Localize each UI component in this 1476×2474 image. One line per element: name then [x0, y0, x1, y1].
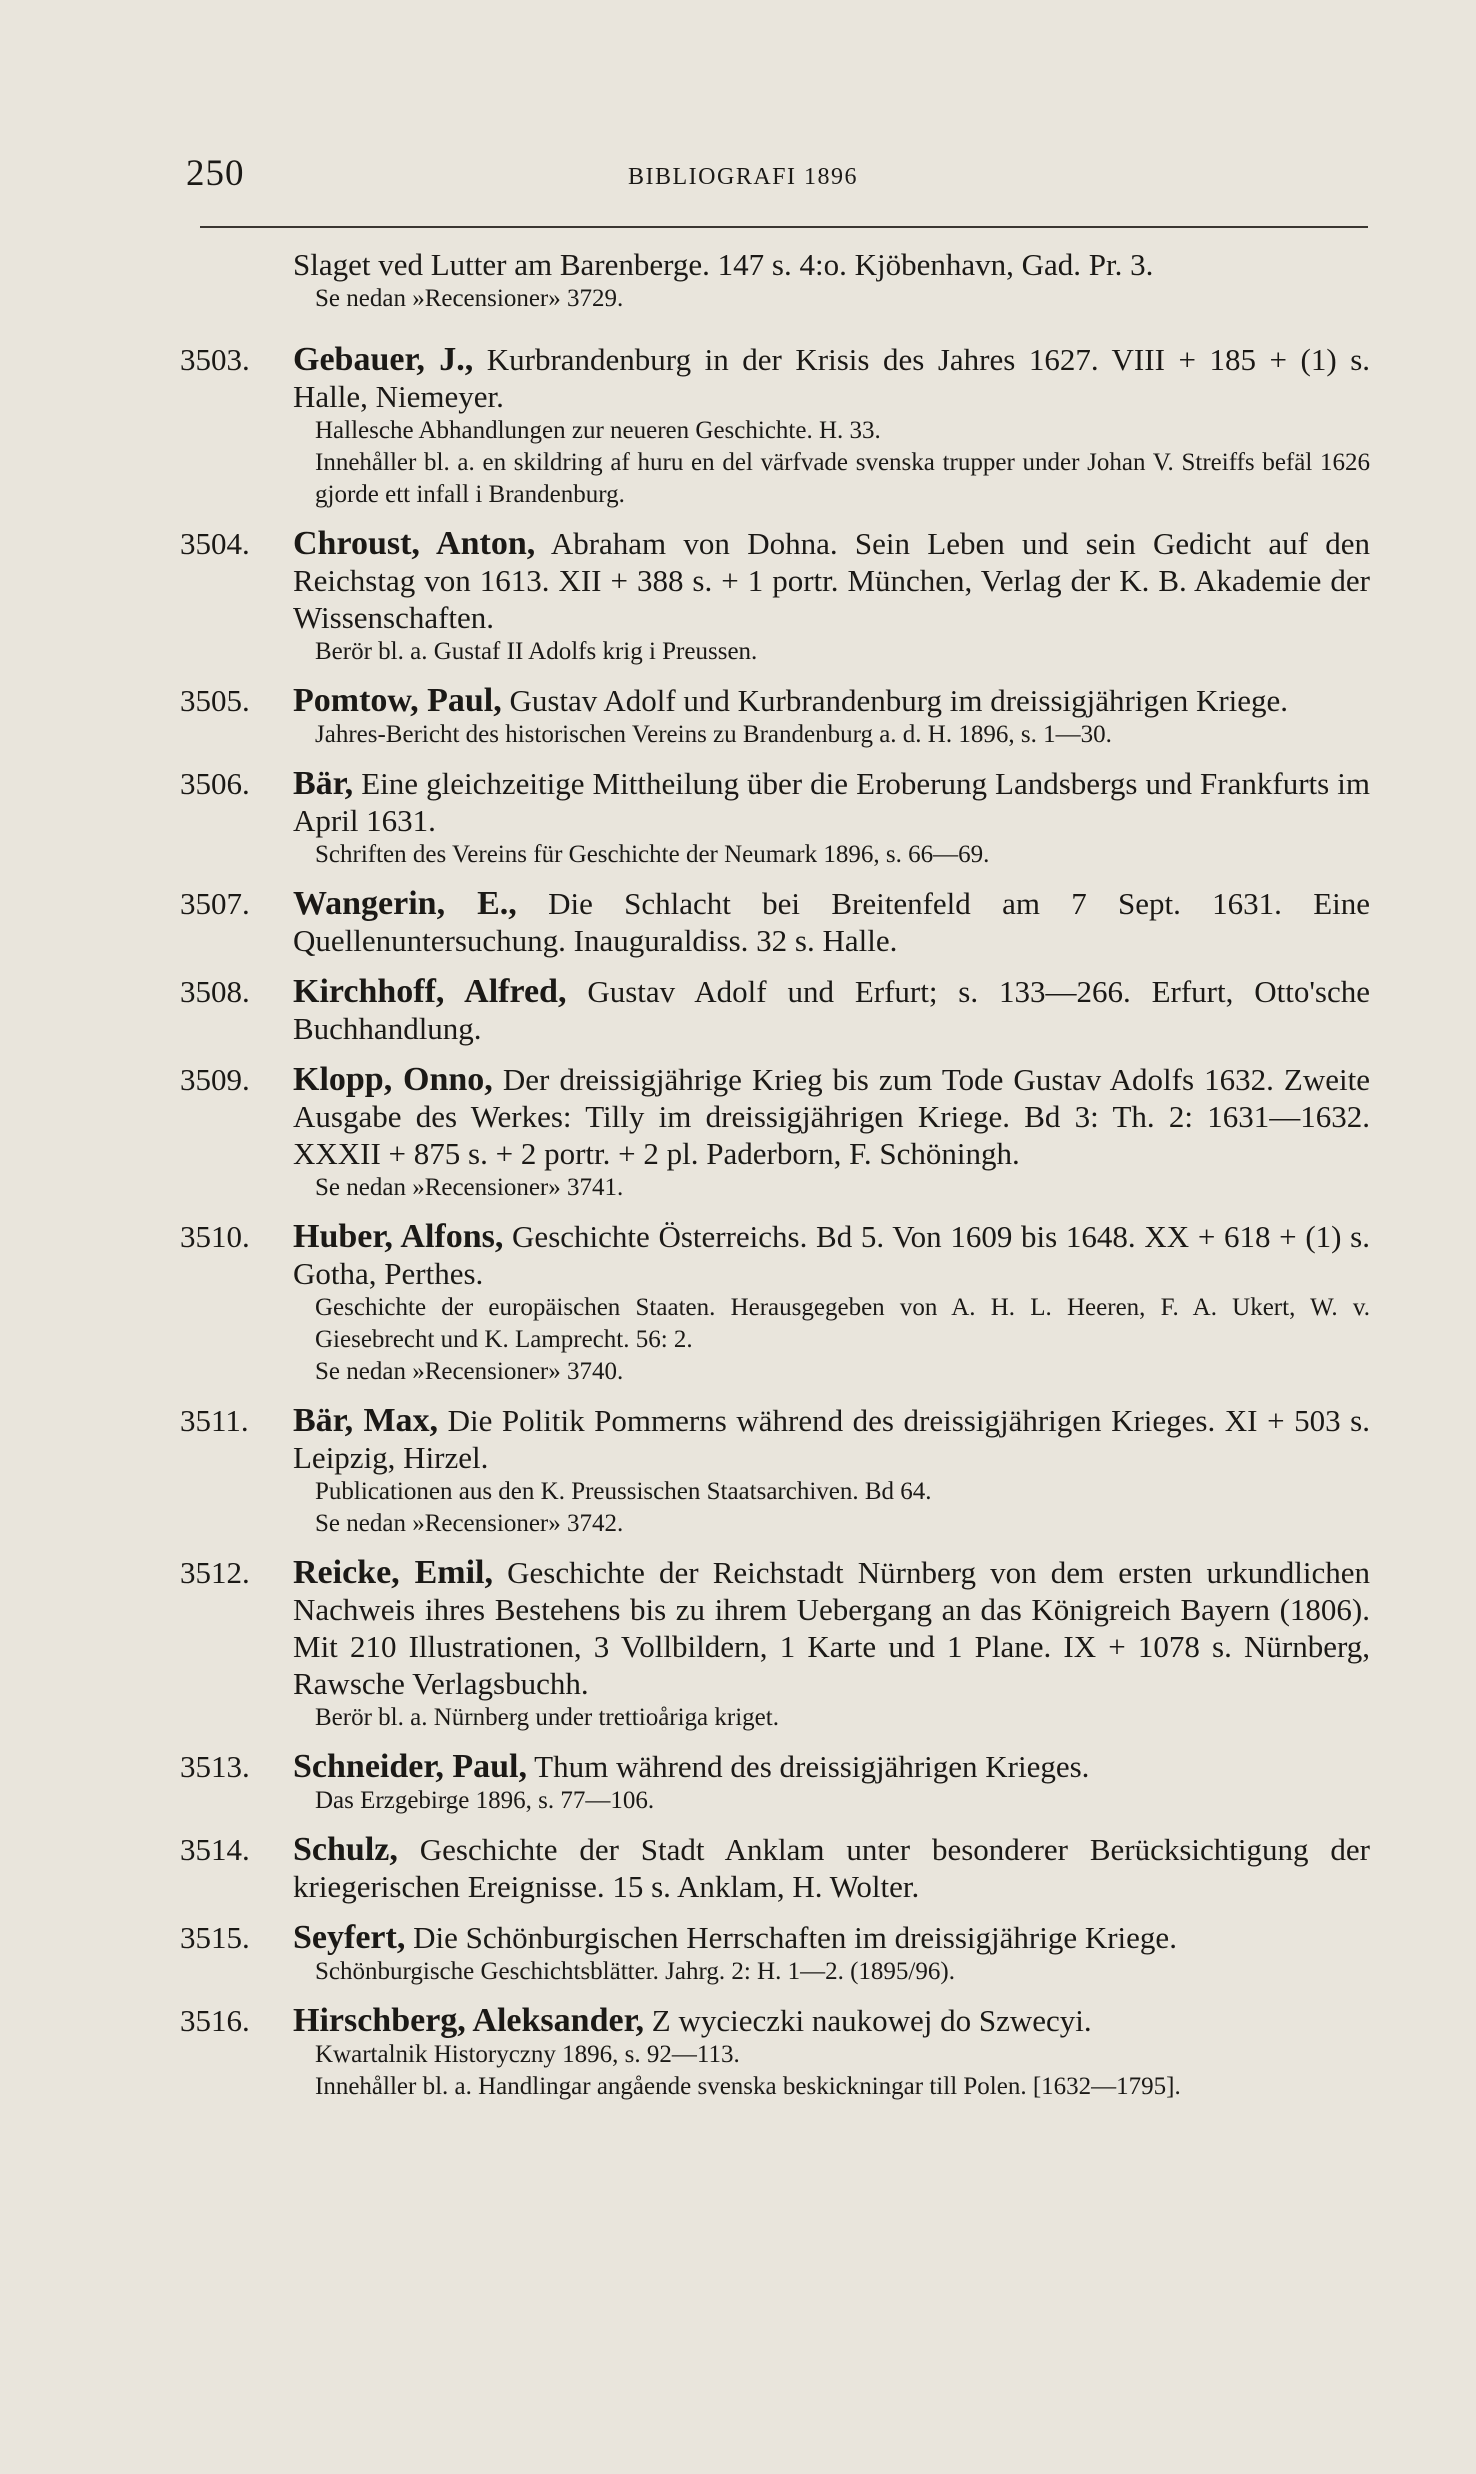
- entry-number: 3503.: [180, 342, 250, 377]
- entry-note: Kwartalnik Historyczny 1896, s. 92—113.: [315, 2041, 740, 2068]
- entry-title: Slaget ved Lutter am Barenberge. 147 s. 4:o. Kjöbenhavn, Gad. Pr. 3.: [293, 247, 1154, 282]
- entry-title: Der dreissigjährige Krieg bis zum Tode Gustav Adolfs 1632. Zweite Ausgabe des Werkes: Tilly im dreissigjährigen Kriege. Bd 3: Th. 2: 1631—1632. XXXII + 875 s. + 2 portr. + 2 pl. Paderborn, F. Schöningh.: [293, 1062, 1370, 1171]
- entry-number: 3513.: [180, 1749, 250, 1784]
- entry-citation: [293, 2002, 1370, 2039]
- bibliography-list: [0, 246, 1476, 2117]
- entry-title: Die Schlacht bei Breitenfeld am 7 Sept. 1631. Eine Quellenuntersuchung. Inauguraldiss. 32 s. Halle.: [293, 886, 1371, 958]
- entry-number: 3507.: [180, 886, 250, 921]
- entry-number: 3510.: [180, 1219, 250, 1254]
- bibliography-entry: [0, 765, 1476, 871]
- entry-title: Gustav Adolf und Kurbrandenburg im dreissigjährigen Kriege.: [509, 683, 1289, 718]
- bibliography-entry: [0, 973, 1476, 1047]
- entry-author: Schulz,: [293, 1831, 398, 1868]
- entry-body: [293, 1748, 1370, 1817]
- entry-citation: [293, 1402, 1370, 1476]
- entry-note: Das Erzgebirge 1896, s. 77—106.: [315, 1787, 655, 1814]
- entry-number: 3508.: [180, 974, 250, 1009]
- entry-citation: [293, 341, 1370, 415]
- entry-body: [293, 1218, 1370, 1388]
- bibliography-entry: [0, 2002, 1476, 2103]
- entry-note: Se nedan »Recensioner» 3742.: [315, 1510, 624, 1537]
- entry-note: Se nedan »Recensioner» 3741.: [315, 1174, 624, 1201]
- entry-author: Schneider, Paul,: [293, 1748, 527, 1785]
- entry-body: [293, 765, 1370, 871]
- entry-title: Geschichte der Reichstadt Nürnberg von dem ersten urkundlichen Nachweis ihres Bestehens bis zu ihrem Uebergang an das Königreich Bayern (1806). Mit 210 Illustrationen, 3 Vollbildern, 1 Karte und 1 Plane. IX + 1078 s. Nürnberg, Rawsche Verlagsbuchh.: [293, 1555, 1371, 1701]
- bibliography-entry: [0, 1402, 1476, 1540]
- entry-title: Abraham von Dohna. Sein Leben und sein Gedicht auf den Reichstag von 1613. XII + 388 s. + 1 portr. München, Verlag der K. B. Akademie der Wissenschaften.: [293, 526, 1370, 635]
- entry-body: [293, 1061, 1370, 1204]
- entry-citation: [293, 682, 1370, 719]
- bibliography-entry: [0, 525, 1476, 668]
- entry-citation: [293, 1919, 1370, 1956]
- entry-note: Innehåller bl. a. en skildring af huru en del värfvade svenska trupper under Johan V. Streiffs befäl 1626 gjorde ett infall i Brandenburg.: [315, 449, 1370, 508]
- entry-citation: [293, 973, 1370, 1047]
- entry-citation: [293, 765, 1370, 839]
- entry-author: Gebauer, J.,: [293, 341, 474, 378]
- entry-note: Berör bl. a. Gustaf II Adolfs krig i Preussen.: [315, 638, 758, 665]
- entry-number: 3511.: [180, 1403, 249, 1438]
- entry-citation: [293, 1218, 1370, 1292]
- entry-body: [293, 682, 1370, 751]
- entry-number: 3516.: [180, 2003, 250, 2038]
- entry-number: 3505.: [180, 683, 250, 718]
- entry-author: Bär,: [293, 765, 354, 802]
- entry-title: Thum während des dreissigjährigen Krieges.: [534, 1749, 1090, 1784]
- entry-author: Seyfert,: [293, 1919, 406, 1956]
- entry-title: Geschichte Österreichs. Bd 5. Von 1609 bis 1648. XX + 618 + (1) s. Gotha, Perthes.: [293, 1219, 1370, 1291]
- entry-author: Huber, Alfons,: [293, 1218, 504, 1255]
- entry-citation: [293, 1831, 1370, 1905]
- bibliography-entry: [0, 1748, 1476, 1817]
- entry-citation: [293, 885, 1370, 959]
- entry-note: Schriften des Vereins für Geschichte der Neumark 1896, s. 66—69.: [315, 841, 990, 868]
- page-number: 250: [186, 153, 245, 194]
- entry-author: Kirchhoff, Alfred,: [293, 973, 567, 1010]
- entry-note: Innehåller bl. a. Handlingar angående svenska beskickningar till Polen. [1632—1795].: [315, 2073, 1181, 2100]
- entry-citation: [293, 1061, 1370, 1172]
- entry-author: Wangerin, E.,: [293, 885, 517, 922]
- entry-number: 3515.: [180, 1920, 250, 1955]
- entry-title: Z wycieczki naukowej do Szwecyi.: [651, 2003, 1092, 2038]
- entry-note: Se nedan »Recensioner» 3729.: [315, 285, 624, 312]
- entry-body: [293, 246, 1370, 315]
- entry-body: [293, 341, 1370, 511]
- entry-note: Se nedan »Recensioner» 3740.: [315, 1358, 624, 1385]
- bibliography-entry: [0, 682, 1476, 751]
- entry-title: Geschichte der Stadt Anklam unter besonderer Berücksichtigung der kriegerischen Ereignisse. 15 s. Anklam, H. Wolter.: [293, 1832, 1370, 1904]
- entry-note: Hallesche Abhandlungen zur neueren Geschichte. H. 33.: [315, 417, 881, 444]
- entry-body: [293, 525, 1370, 668]
- entry-number: 3506.: [180, 766, 250, 801]
- entry-author: Pomtow, Paul,: [293, 682, 502, 719]
- entry-note: Publicationen aus den K. Preussischen Staatsarchiven. Bd 64.: [315, 1478, 932, 1505]
- entry-number: 3514.: [180, 1832, 250, 1867]
- entry-note: Jahres-Bericht des historischen Vereins zu Brandenburg a. d. H. 1896, s. 1—30.: [315, 721, 1112, 748]
- entry-author: Hirschberg, Aleksander,: [293, 2002, 645, 2039]
- bibliography-entry: [0, 1554, 1476, 1734]
- entry-note: Geschichte der europäischen Staaten. Herausgegeben von A. H. L. Heeren, F. A. Ukert, W. v. Giesebrecht und K. Lamprecht. 56: 2.: [315, 1294, 1370, 1353]
- entry-author: Chroust, Anton,: [293, 525, 536, 562]
- entry-body: [293, 885, 1370, 959]
- page-header: [186, 152, 1366, 212]
- entry-number: 3512.: [180, 1555, 250, 1590]
- entry-body: [293, 1402, 1370, 1540]
- entry-author: Bär, Max,: [293, 1402, 439, 1439]
- entry-citation: [293, 246, 1370, 283]
- entry-body: [293, 1831, 1370, 1905]
- entry-title: Kurbrandenburg in der Krisis des Jahres 1627. VIII + 185 + (1) s. Halle, Niemeyer.: [293, 342, 1371, 414]
- entry-title: Eine gleichzeitige Mittheilung über die Eroberung Landsbergs und Frankfurts im April 1631.: [293, 766, 1370, 838]
- entry-body: [293, 1554, 1370, 1734]
- entry-body: [293, 1919, 1370, 1988]
- entry-note: Schönburgische Geschichtsblätter. Jahrg. 2: H. 1—2. (1895/96).: [315, 1958, 955, 1985]
- entry-number: 3509.: [180, 1062, 250, 1097]
- entry-title: Die Politik Pommerns während des dreissigjährigen Krieges. XI + 503 s. Leipzig, Hirzel.: [293, 1403, 1370, 1475]
- entry-body: [293, 2002, 1370, 2103]
- bibliography-entry: [0, 885, 1476, 959]
- entry-number: 3504.: [180, 526, 250, 561]
- bibliography-entry: [0, 1831, 1476, 1905]
- entry-note: Berör bl. a. Nürnberg under trettioåriga kriget.: [315, 1704, 779, 1731]
- bibliography-entry: [0, 1061, 1476, 1204]
- header-rule: [200, 226, 1368, 228]
- entry-author: Reicke, Emil,: [293, 1554, 493, 1591]
- entry-citation: [293, 1554, 1370, 1702]
- entry-body: [293, 973, 1370, 1047]
- entry-title: Gustav Adolf und Erfurt; s. 133—266. Erfurt, Otto'sche Buchhandlung.: [293, 974, 1370, 1046]
- entry-citation: [293, 525, 1370, 636]
- bibliography-entry: [0, 1218, 1476, 1388]
- bibliography-entry: [0, 341, 1476, 511]
- bibliography-entry: [0, 246, 1476, 315]
- bibliography-entry: [0, 1919, 1476, 1988]
- entry-author: Klopp, Onno,: [293, 1061, 493, 1098]
- entry-title: Die Schönburgischen Herrschaften im dreissigjährige Kriege.: [413, 1920, 1177, 1955]
- running-head: BIBLIOGRAFI 1896: [628, 164, 859, 190]
- entry-citation: [293, 1748, 1370, 1785]
